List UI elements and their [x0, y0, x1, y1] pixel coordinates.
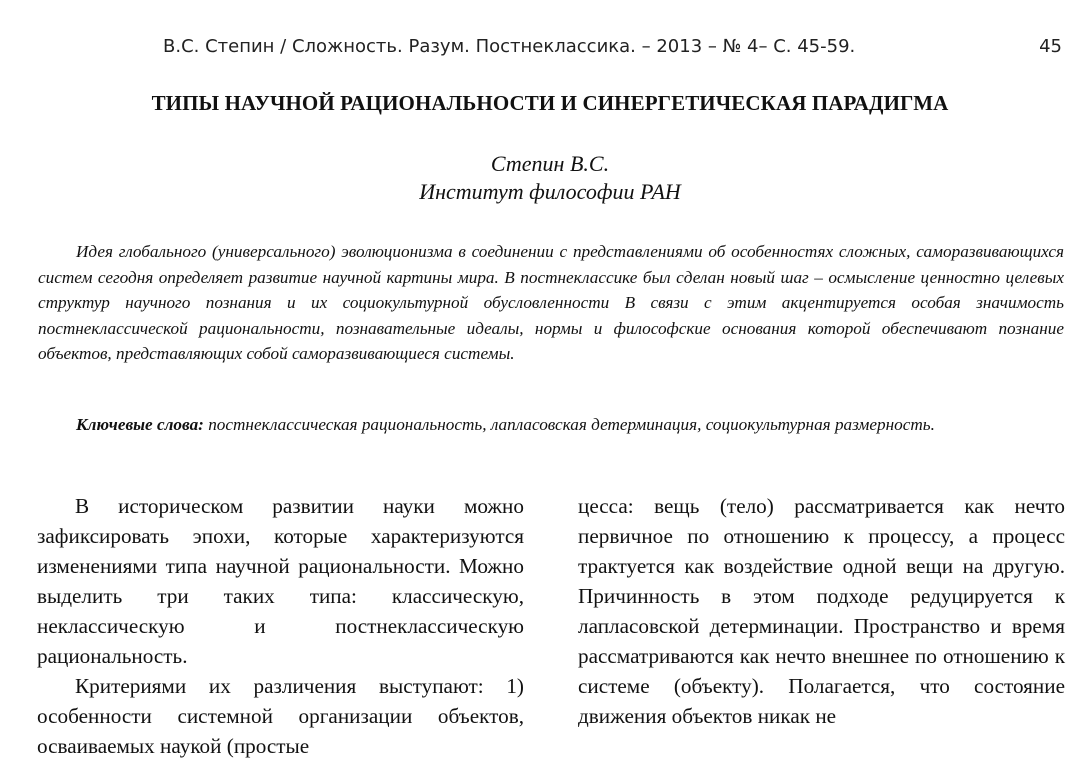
author-name: Степин В.С.	[490, 151, 610, 176]
running-header	[0, 36, 1080, 62]
body-paragraph: Критериями их различения выступают: 1) особенности системной организации объектов, осваиваемых наукой (простые	[37, 674, 524, 758]
body-column-left	[37, 491, 524, 761]
keywords-text: постнеклассическая рациональность, лапласовская детерминация, социокультурная размерность.	[208, 415, 935, 434]
journal-citation: В.С. Степин / Сложность. Разум. Постнеклассика. – 2013 – № 4– С. 45-59.	[163, 36, 856, 57]
article-title: ТИПЫ НАУЧНОЙ РАЦИОНАЛЬНОСТИ И СИНЕРГЕТИЧЕСКАЯ ПАРАДИГМА	[151, 91, 949, 115]
body-column-right	[578, 491, 1065, 731]
body-paragraph: В историческом развитии науки можно зафиксировать эпохи, которые характеризуются изменениями типа научной рациональности. Можно выделить три таких типа: классическую, неклассическую и постнеклассическую рациональность.	[37, 494, 524, 668]
page-number: 45	[1039, 36, 1062, 57]
author-affiliation: Институт философии РАН	[419, 179, 681, 204]
body-paragraph: цесса: вещь (тело) рассматривается как нечто первичное по отношению к процессу, а процесс трактуется как воздействие одной вещи на другую. Причинность в этом подходе редуцируется к лапласовской детерминации. Пространство и время рассматриваются как нечто внешнее по отношению к системе (объекту). Полагается, что состояние движения объектов никак не	[578, 494, 1065, 728]
abstract-text: Идея глобального (универсального) эволюционизма в соединении с представлениями об особенностях сложных, саморазвивающихся систем сегодня определяет развитие научной картины мира. В постнеклассике был сделан новый шаг – осмысление ценностно целевых структур научного познания и их социокультурной обусловленности В связи с этим акцентируется особая значимость постнеклассической рациональности, познавательные идеалы, нормы и философские основания которой обеспечивают познание объектов, представляющих собой саморазвивающиеся системы.	[38, 242, 1064, 363]
keywords-label: Ключевые слова:	[76, 415, 204, 434]
abstract	[38, 239, 1064, 367]
keywords	[38, 412, 1064, 438]
